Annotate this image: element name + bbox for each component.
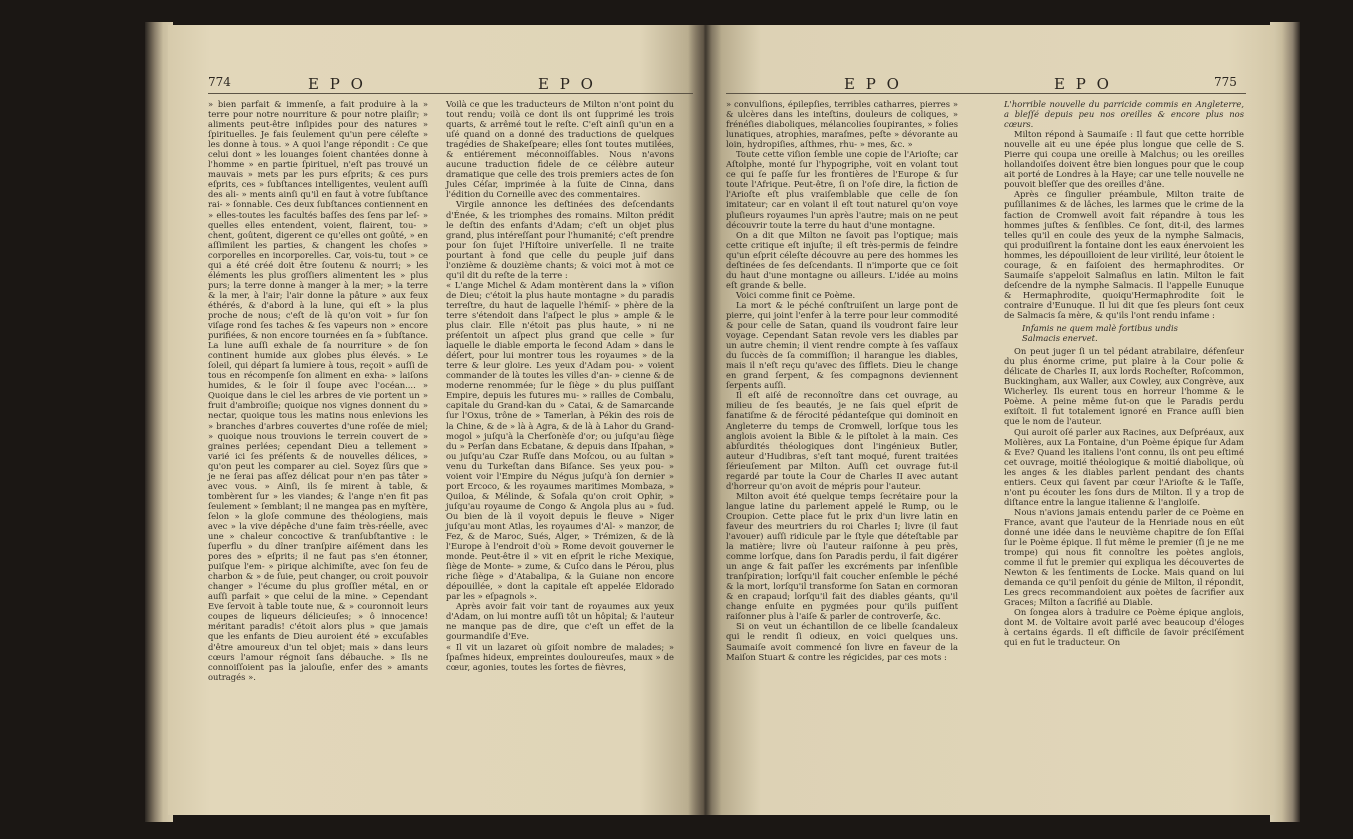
right-header-col1: E P O [844, 75, 902, 93]
left-header-col2: E P O [538, 75, 596, 93]
left-col2-para-5: « Il vit un lazaret où giſoit nombre de malades; » ſpaſmes hideux, empreintes douloureuſes, maux » de cœur, agonies, toutes les ſortes de fièvres, [446, 641, 674, 672]
right-column-1 [726, 99, 958, 662]
left-page-number: 774 [208, 75, 231, 89]
right-col1-para-1: » convulſions, épilepſies, terribles catharres, pierres » & ulcères dans les inteſtins, douleurs de coliques, » frénéſies diaboliques, mélancolies ſoupirantes, » folies lunatiques, atrophies, maraſmes, peſte » dévorante au loin, hydropiſies, aſthmes, rhu- » mes, &c. » [726, 99, 958, 150]
right-col2-latin-quote-2: Salmacis enervet. [1022, 333, 1098, 344]
left-col2-para-3: « L'ange Michel & Adam montèrent dans la » viſion de Dieu; c'étoit la plus haute montagne » du paradis terreſtre, du haut de laquelle l'hémiſ- » phère de la terre s'étendoit dans l'aſpect le plus » ample & le plus clair. Elle n'étoit pas plus haute, » ni ne préſentoit un aſpect plus grand que celle » ſur laquelle le diable emporta le ſecond Adam » dans le déſert, pour lui montrer tous les royaumes » de la terre & leur gloire. Les yeux d'Adam pou- » voient commander de là toutes les villes d'an- » cienne & de moderne renommée; ſur le ſiège » du plus puiſſant Empire, depuis les futures mu- » railles de Combalu, capitale du Grand-kan du » Catai, & de Samarcande ſur l'Oxus, trône de » Tamerlan, à Pékin des rois de la Chine, & de » là à Agra, & de là à Lahor du Grand-mogol » juſqu'à la Cherſonèſe d'or; ou juſqu'au ſiège du » Perſan dans Ecbatane, & depuis dans Iſpahan, » ou juſqu'au Czar Ruſſe dans Moſcou, ou au ſultan » venu du Turkeſtan dans Biſance. Ses yeux pou- » voient voir l'Empire du Négus juſqu'à ſon dernier » port Ercoco, & les royaumes maritimes Mombaza, » Quiloa, & Mélinde, & Sofala qu'on croit Ophir, » juſqu'au royaume de Congo & Angola plus au » ſud. Ou bien de là il voyoit depuis le fleuve » Niger juſqu'au mont Atlas, les royaumes d'Al- » manzor, de Fez, & de Maroc, Sués, Alger, » Trémizen, & de là l'Europe à l'endroit d'où » Rome devoit gouverner le monde. Peut-être il » vit en eſprit le riche Mexique, ſiège de Monte- » zume, & Cuſco dans le Pérou, plus riche ſiège » d'Atabalipa, & la Guiane non encore dépouillée, » dont la capitale eſt appelée Eldorado par les » eſpagnols ». [446, 279, 674, 602]
right-col1-para-4: Voici comme finit ce Poème. [736, 289, 856, 300]
right-col2-para-5: Qui auroit oſé parler aux Racines, aux Deſpréaux, aux Molières, aux La Fontaine, d'un Poème épique ſur Adam & Eve? Quand les italiens l'ont connu, ils ont peu eſtimé cet ouvrage, moitié théologique & moitié diabolique, où les anges & les diables parlent pendant des chants entiers. Ceux qui ſavent par cœur l'Arioſte & le Taſſe, n'ont pu écouter les ſons durs de Milton. Il y a trop de diſtance entre la langue italienne & l'angloiſe. [1004, 426, 1244, 507]
right-col1-para-5: La mort & le péché conſtruiſent un large pont de pierre, qui joint l'enfer à la terre pour leur commodité & pour celle de Satan, quand ils voudront faire leur voyage. Cependant Satan revole vers les diables par un autre chemin; il vient rendre compte à ſes vaſſaux du ſuccès de ſa commiſſion; il harangue les diables, mais il n'eſt reçu qu'avec des ſifflets. Dieu le change en grand ſerpent, & ſes compagnons deviennent ſerpents auſſi. [726, 299, 958, 391]
left-column-2 [446, 99, 674, 672]
left-column-1 [208, 99, 428, 682]
right-col2-para-2: Milton répond à Saumaiſe : Il faut que cette horrible nouvelle ait eu une épée plus longue que celle de S. Pierre qui coupa une oreille à Malchus; ou les oreilles hollandoiſes doivent être bien longues pour que le coup ait porté de Londres à la Haye; car une telle nouvelle ne pouvoit bleſſer que des oreilles d'âne. [1004, 129, 1244, 190]
right-col2-latin-quote-1: Infamis ne quem malè fortibus undis [1022, 323, 1178, 334]
right-col2-para-3: Après ce ſingulier préambule, Milton traite de puſillanimes & de lâches, les larmes que le crime de la faction de Cromwell avoit fait répandre à tous les hommes juſtes & ſenſibles. Ce ſont, dit-il, des larmes telles qu'il en coule des yeux de la nymphe Salmacis, qui produiſirent la fontaine dont les eaux énervoient les hommes, les dépouilloient de leur virilité, leur ôtoient le courage, & en faiſoient des hermaphrodites. Or Saumaiſe s'appeloit Salmaſius en latin. Milton le fait deſcendre de la nymphe Salmacis. Il l'appelle Eunuque & Hermaphrodite, quoiqu'Hermaphrodite ſoit le contraire d'Eunuque. Il lui dit que ſes pleurs ſont ceux de Salmacis ſa mère, & qu'ils l'ont rendu infame : [1004, 189, 1244, 320]
right-column-2 [1004, 99, 1244, 648]
right-col1-para-3: On a dit que Milton ne ſavoit pas l'optique; mais cette critique eſt injuſte; il eſt très-permis de feindre qu'un eſprit céleſte découvre au pere des hommes les deſtinées de ſes deſcendants. Il n'importe que ce ſoit du haut d'une montagne ou ailleurs. L'idée au moins eſt grande & belle. [726, 229, 958, 290]
left-header-col1: E P O [308, 75, 366, 93]
right-col2-para-4: On peut juger ſi un tel pédant atrabilaire, défenſeur du plus énorme crime, put plaire à la Cour polie & délicate de Charles II, aux lords Rocheſter, Roſcommon, Buckingham, aux Waller, aux Cowley, aux Congrève, aux Wicherley. Ils eurent tous en horreur l'homme & le Poème. A peine même ſut-on que le Paradis perdu exiſtoit. Il fut totalement ignoré en France auſſi bien que le nom de l'auteur. [1004, 346, 1244, 427]
right-header-col2: E P O [1054, 75, 1112, 93]
right-col2-para-1: L'horrible nouvelle du parricide commis en Angleterre, a bleſſé depuis peu nos oreilles & encore plus nos cœurs. [1004, 99, 1244, 130]
right-col1-para-7: Milton avoit été quelque temps ſecrétaire pour la langue latine du parlement appelé le Rump, ou le Croupion. Cette place fut le prix d'un livre latin en faveur des meurtriers du roi Charles I; livre (il faut l'avouer) auſſi ridicule par le ſtyle que déteſtable par la matière; livre où l'auteur raiſonne à peu près, comme lorſque, dans ſon Paradis perdu, il fait digérer un ange & fait paſſer les excréments par inſenſible tranſpiration; lorſqu'il fait coucher enſemble le péché & la mort, lorſqu'il transforme ſon Satan en cormoran & en crapaud; lorſqu'il fait des diables géants, qu'il change enſuite en pygmées pour qu'ils puiſſent raiſonner plus à l'aiſe & parler de controverſe, &c. [726, 490, 958, 622]
book-gutter-shadow [688, 25, 722, 815]
right-page [704, 25, 1274, 815]
left-col2-para-2: Virgile annonce les deſtinées des deſcendants d'Énée, & les triomphes des romains. Milton prédit le deſtin des enfants d'Adam; c'eſt un objet plus grand, plus intéreſſant pour l'humanité; c'eſt prendre pour ſon ſujet l'Hiſtoire univerſelle. Il ne traite pourtant à fond que celle du peuple juif dans l'onzième & douzième chants; & voici mot à mot ce qu'il dit du reſte de la terre : [446, 199, 674, 280]
book-right-edge [1270, 22, 1300, 822]
right-col1-para-6: Il eſt aiſé de reconnoître dans cet ouvrage, au milieu de ſes beautés, je ne ſais quel eſprit de fanatiſme & de férocité pédanteſque qui dominoit en Angleterre du temps de Cromwell, lorſque tous les anglois avoient la Bible & le piſtolet à la main. Ces abſurdités théologiques dont l'ingénieux Butler, auteur d'Hudibras, s'eſt tant moqué, furent traitées ſérieuſement par Milton. Auſſi cet ouvrage fut-il regardé par toute la Cour de Charles II avec autant d'horreur qu'on avoit de mépris pour l'auteur. [726, 390, 958, 491]
left-col2-para-1: Voilà ce que les traducteurs de Milton n'ont point du tout rendu; voilà ce dont ils ont ſupprimé les trois quarts, & arrêmé tout le reſte. C'eſt ainſi qu'un en a uſé quand on a donné des traductions de quelques tragédies de Shakeſpeare; elles ſont toutes mutilées, & entiérement méconnoiſſables. Nous n'avons aucune traduction fidele de ce célèbre auteur dramatique que celle des trois premiers actes de ſon Jules Céſar, imprimée à la ſuite de Cinna, dans l'édition du Corneille avec des commentaires. [446, 99, 674, 200]
right-page-number: 775 [1214, 75, 1237, 89]
left-col2-para-4: Après avoir fait voir tant de royaumes aux yeux d'Adam, on lui montre auſſi tôt un hôpital; & l'auteur ne manque pas de dire, que c'eſt un effet de la gourmandiſe d'Eve. [446, 601, 674, 642]
right-col1-para-2: Toute cette viſion ſemble une copie de l'Arioſte; car Aſtolphe, monté ſur l'hypogriphe, voit en volant tout ce qui ſe paſſe ſur les frontières de l'Europe & ſur toute l'Afrique. Peut-être, ſi on l'oſe dire, la fiction de l'Arioſte eſt plus vraiſemblable que celle de ſon imitateur; car en volant il eſt tout naturel qu'on voye pluſieurs royaumes l'un après l'autre; mais on ne peut découvrir toute la terre du haut d'une montagne. [726, 149, 958, 230]
right-col1-para-8: Si on veut un échantillon de ce libelle ſcandaleux qui le rendit ſi odieux, en voici quelques uns. Saumaiſe avoit commencé ſon livre en faveur de la Maiſon Stuart & contre les régicides, par ces mots : [726, 621, 958, 662]
left-page [168, 25, 704, 815]
left-col1-text: » bien parfait & immenſe, a fait produire à la » terre pour notre nourriture & pour notre plaiſir; » aliments peut-être inſipides pour des natures » ſpirituelles. Je fais ſeulement qu'un pere céleſte » les donne à tous. » A quoi l'ange répondit : Ce que celui dont » les louanges ſoient chantées donne à l'homme » en partie ſpirituel, n'eſt pas trouvé un mauvais » mets par les purs eſprits; & ces purs eſprits, ces » ſubſtances intelligentes, veulent auſſi des ali- » ments ainſi qu'il en faut à votre ſubſtance rai- » ſonnable. Ces deux ſubſtances contiennent en » elles-toutes les facultés baſſes des ſens par leſ- » quelles elles entendent, voient, flairent, tou- » chent, goûtent, digerent ce qu'elles ont goûté, » en aſſimilent les parties, & changent les choſes » corporelles en incorporelles. Car, vois-tu, tout » ce qui a été créé doit être ſoutenu & nourri; » les éléments les plus groſſiers alimentent les » plus purs; la terre donne à manger à la mer; » la terre & la mer, à l'air; l'air donne la pâture » aux feux éthérés, & d'abord à la lune, qui eſt » la plus proche de nous; c'eſt de là qu'on voit » ſur ſon viſage rond ſes taches & ſes vapeurs non » encore purifiées, & non encore tournées en ſa » ſubſtance. La lune auſſi exhale de ſa nourriture » de ſon continent humide aux globes plus élevés. » Le ſoleil, qui départ ſa lumiere à tous, reçoit » auſſi de tous en récompenſe ſon aliment en exha- » laiſons humides, & le ſoir il ſoupe avec l'océan.... » Quoique dans le ciel les arbres de vie portent un » fruit d'ambroiſie; quoique nos vignes donnent du » nectar, quoique tous les matins nous enlevions les » branches d'arbres couvertes d'une roſée de miel; » quoique nous trouvions le terrein couvert de » graines perlées; cependant Dieu a tellement » varié ici ſes préſents & de nouvelles délices, » qu'on peut les comparer au ciel. Soyez ſûrs que » je ne ſerai pas aſſez délicat pour n'en pas tâter » avec vous. » Ainſi, ils ſe mirent à table, & tombèrent ſur » les viandes; & l'ange n'en fit pas ſeulement » ſemblant; il ne mangea pas en myſtère, ſelon » la gloſe commune des théologiens, mais avec » la vive dépêche d'une faim très-réelle, avec une » chaleur concoctive & tranſubſtantive : le ſuperflu » du dîner tranſpire aiſément dans les pores des » eſprits; il ne faut pas s'en étonner, puiſque l'em- » pirique alchimiſte, avec ſon feu de charbon & » de ſuie, peut changer, ou croit pouvoir changer » l'écume du plus groſſier métal, en or auſſi parfait » que celui de la mine. » Cependant Eve ſervoit à table toute nue, & » couronnoit leurs coupes de liqueurs délicieuſes; » ô innocence! méritant paradis! c'étoit alors plus » que jamais que les enfants de Dieu auroient été » excuſables d'être amoureux d'un tel objet; mais » dans leurs cœurs l'amour régnoit ſans débauche. » Ils ne connoiſſoient pas la jalouſie, enfer des » amants outragés ». [208, 99, 428, 682]
right-col2-para-6: Nous n'avions jamais entendu parler de ce Poème en France, avant que l'auteur de la Henriade nous en eût donné une idée dans le neuvième chapitre de ſon Eſſai ſur le Poème épique. Il fut même le premier (ſi je ne me trompe) qui nous fit connoître les poètes anglois, comme il fut le premier qui expliqua les découvertes de Newton & les ſentiments de Locke. Mais quand on lui demanda ce qu'il penſoit du génie de Milton, il répondit, Les grecs recommandoient aux poètes de ſacrifier aux Graces; Milton a ſacrifié au Diable. [1004, 506, 1244, 608]
left-header-rule [208, 93, 693, 94]
right-header-rule [726, 93, 1246, 94]
right-col2-para-7: On ſongea alors à traduire ce Poème épique anglois, dont M. de Voltaire avoit parlé avec beaucoup d'éloges à certains égards. Il eſt difficile de ſavoir préciſément qui en fut le traducteur. On [1004, 607, 1244, 648]
